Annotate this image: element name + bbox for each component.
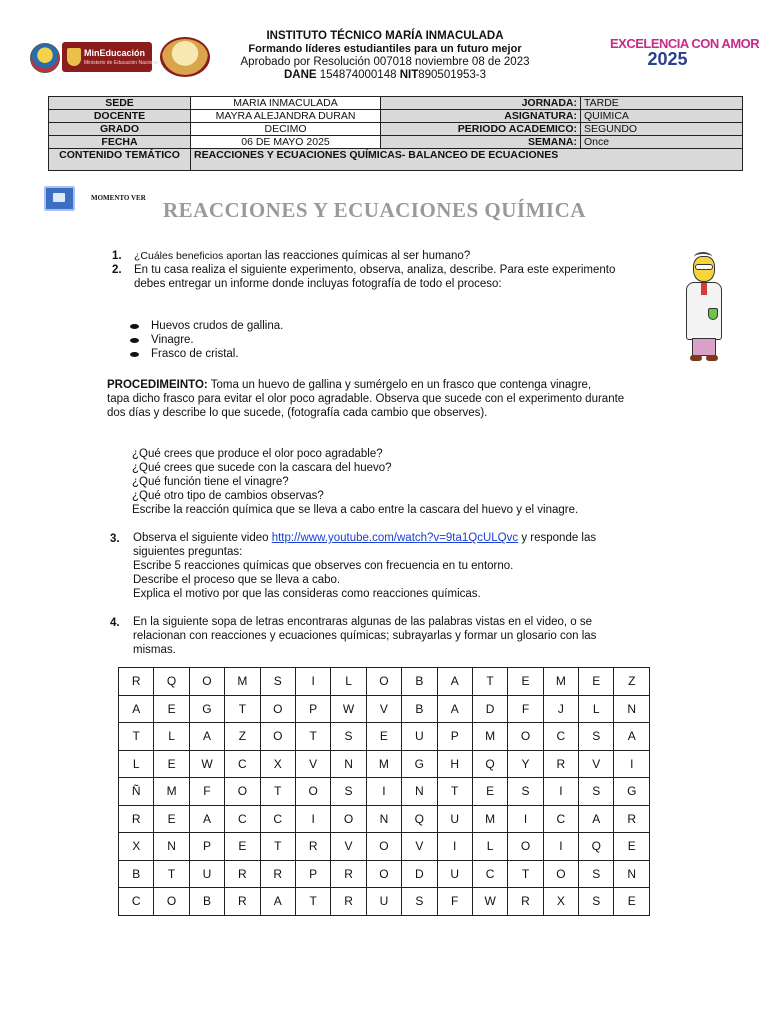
youtube-video-link[interactable]: http://www.youtube.com/watch?v=9ta1QcULQvc	[271, 532, 519, 544]
word-search-cell: U	[437, 805, 472, 833]
q3-line-2: siguientes preguntas:	[133, 546, 243, 558]
word-search-cell: O	[189, 668, 224, 696]
word-search-cell: Q	[472, 750, 507, 778]
word-search-cell: T	[260, 778, 295, 806]
word-search-cell: O	[260, 723, 295, 751]
q3-line-5: Explica el motivo por que las consideras como reacciones químicas.	[133, 588, 481, 600]
word-search-cell: F	[437, 888, 472, 916]
word-search-cell: C	[543, 805, 578, 833]
word-search-cell: S	[402, 888, 437, 916]
semana-value: Once	[581, 136, 743, 149]
word-search-cell: G	[614, 778, 650, 806]
q1-small-part: ¿Cuáles beneficios aportan	[134, 250, 262, 262]
periodo-label: PERIODO ACADEMICO:	[457, 123, 577, 135]
word-search-cell: W	[472, 888, 507, 916]
q1-rest: las reacciones químicas al ser humano?	[261, 250, 471, 262]
question-item: ¿Qué función tiene el vinagre?	[132, 476, 289, 488]
word-search-cell: S	[331, 723, 366, 751]
word-search-cell: A	[189, 805, 224, 833]
q4-line-1: En la siguiente sopa de letras encontraras algunas de las palabras vistas en el video, o se	[133, 616, 593, 628]
dane-value: 154874000148	[319, 69, 397, 81]
q2-line-1: En tu casa realiza el siguiente experimento, observa, analiza, describe. Para este experimento	[134, 264, 616, 276]
word-search-cell: C	[543, 723, 578, 751]
word-search-row	[119, 833, 650, 861]
institute-name: INSTITUTO TÉCNICO MARÍA INMACULADA	[266, 30, 504, 42]
word-search-cell: M	[472, 805, 507, 833]
word-search-cell: T	[225, 695, 260, 723]
word-search-cell: M	[366, 750, 401, 778]
word-search-row	[119, 888, 650, 916]
word-search-cell: R	[614, 805, 650, 833]
word-search-cell: A	[437, 668, 472, 696]
procedure-line-2: tapa dicho frasco para evitar el olor poco agradable. Observa que sucede con el experimento durante	[107, 393, 625, 405]
word-search-cell: O	[543, 860, 578, 888]
excellence-logo	[610, 36, 760, 70]
course-info-table	[48, 96, 743, 171]
question-item: Escribe la reacción química que se lleva a cabo entre la cascara del huevo y el vinagre.	[132, 504, 579, 516]
word-search-cell: R	[543, 750, 578, 778]
mineducacion-logo-subtext: Ministerio de Educación Nacional	[84, 60, 158, 66]
word-search-cell: T	[295, 888, 330, 916]
word-search-cell: T	[437, 778, 472, 806]
word-search-cell: Q	[579, 833, 614, 861]
word-search-cell: R	[225, 860, 260, 888]
word-search-cell: I	[295, 668, 330, 696]
word-search-cell: A	[189, 723, 224, 751]
word-search-grid	[118, 667, 650, 916]
word-search-cell: V	[366, 695, 401, 723]
word-search-cell: P	[189, 833, 224, 861]
q2-number: 2.	[112, 264, 122, 276]
word-search-cell: V	[331, 833, 366, 861]
word-search-cell: C	[225, 805, 260, 833]
word-search-row	[119, 805, 650, 833]
word-search-cell: C	[225, 750, 260, 778]
word-search-row	[119, 695, 650, 723]
grado-label: GRADO	[49, 123, 191, 136]
question-item: ¿Qué crees que sucede con la cascara del huevo?	[132, 462, 392, 474]
word-search-cell: O	[295, 778, 330, 806]
word-search-cell: M	[543, 668, 578, 696]
word-search-cell: L	[579, 695, 614, 723]
procedure-line-3: dos días y describe lo que sucede, (fotografía cada cambio que observes).	[107, 407, 488, 419]
word-search-cell: R	[331, 860, 366, 888]
word-search-cell: B	[402, 668, 437, 696]
word-search-cell: U	[402, 723, 437, 751]
info-row-grado	[49, 123, 743, 136]
q3-line-1: Observa el siguiente video http://www.youtube.com/watch?v=9ta1QcULQvc y responde las	[133, 532, 597, 544]
info-row-fecha	[49, 136, 743, 149]
contenido-label: CONTENIDO TEMÁTICO	[49, 149, 191, 171]
word-search-row	[119, 778, 650, 806]
dane-label: DANE	[283, 69, 317, 81]
word-search-cell: S	[579, 778, 614, 806]
word-search-cell: M	[154, 778, 189, 806]
grado-value: DECIMO	[191, 123, 381, 136]
asignatura-cell	[381, 110, 581, 123]
word-search-cell: W	[331, 695, 366, 723]
flask-icon	[708, 308, 718, 320]
word-search-cell: T	[472, 668, 507, 696]
jornada-cell	[381, 97, 581, 110]
word-search-row	[119, 668, 650, 696]
info-row-docente	[49, 110, 743, 123]
word-search-cell: I	[508, 805, 543, 833]
sede-label: SEDE	[49, 97, 191, 110]
word-search-cell: G	[402, 750, 437, 778]
word-search-cell: A	[579, 805, 614, 833]
word-search-cell: X	[543, 888, 578, 916]
info-row-contenido	[49, 149, 743, 171]
word-search-cell: O	[154, 888, 189, 916]
word-search-cell: O	[331, 805, 366, 833]
word-search-row	[119, 860, 650, 888]
word-search-cell: U	[366, 888, 401, 916]
sede-value: MARIA INMACULADA	[191, 97, 381, 110]
word-search-cell: W	[189, 750, 224, 778]
procedure-line-1: PROCEDIMEINTO: Toma un huevo de gallina y sumérgelo en un frasco que contenga vinagre,	[107, 379, 592, 391]
info-row-sede	[49, 97, 743, 110]
dane-nit-line	[225, 69, 545, 82]
jornada-value: TARDE	[581, 97, 743, 110]
word-search-cell: G	[189, 695, 224, 723]
word-search-cell: T	[154, 860, 189, 888]
excellence-logo-year: 2025	[647, 49, 688, 69]
word-search-cell: T	[119, 723, 154, 751]
word-search-cell: E	[366, 723, 401, 751]
word-search-cell: L	[119, 750, 154, 778]
word-search-cell: T	[508, 860, 543, 888]
word-search-cell: M	[225, 668, 260, 696]
q3-line-4: Describe el proceso que se lleva a cabo.	[133, 574, 341, 586]
word-search-cell: B	[119, 860, 154, 888]
word-search-cell: T	[295, 723, 330, 751]
word-search-cell: Z	[225, 723, 260, 751]
q3-line-3: Escribe 5 reacciones químicas que observes con frecuencia en tu entorno.	[133, 560, 514, 572]
q3-number: 3.	[110, 533, 120, 545]
header-text-block	[225, 30, 545, 82]
bullet-icon	[130, 338, 139, 343]
fecha-label: FECHA	[49, 136, 191, 149]
word-search-cell: F	[189, 778, 224, 806]
word-search-cell: R	[119, 805, 154, 833]
word-search-cell: O	[260, 695, 295, 723]
section-title: REACCIONES Y ECUACIONES QUÍMICA	[163, 198, 586, 222]
word-search-cell: X	[119, 833, 154, 861]
professor-character-illustration	[680, 252, 728, 364]
word-search-cell: R	[260, 860, 295, 888]
word-search-cell: N	[614, 860, 650, 888]
asignatura-label: ASIGNATURA:	[504, 110, 577, 122]
q1-text	[134, 249, 470, 263]
docente-label: DOCENTE	[49, 110, 191, 123]
word-search-cell: E	[579, 668, 614, 696]
periodo-value: SEGUNDO	[581, 123, 743, 136]
word-search-cell: I	[295, 805, 330, 833]
word-search-cell: I	[437, 833, 472, 861]
word-search-cell: V	[295, 750, 330, 778]
question-item: ¿Qué crees que produce el olor poco agradable?	[132, 448, 383, 460]
word-search-cell: E	[225, 833, 260, 861]
word-search-cell: C	[119, 888, 154, 916]
word-search-cell: P	[437, 723, 472, 751]
word-search-cell: Q	[154, 668, 189, 696]
word-search-cell: C	[472, 860, 507, 888]
jornada-label: JORNADA:	[521, 97, 577, 109]
word-search-cell: D	[402, 860, 437, 888]
q4-line-3: mismas.	[133, 644, 176, 656]
word-search-cell: F	[508, 695, 543, 723]
word-search-cell: V	[579, 750, 614, 778]
mineducacion-logo	[62, 42, 158, 72]
word-search-cell: R	[225, 888, 260, 916]
mineducacion-logo-text: MinEducación	[84, 48, 146, 58]
presentation-icon	[44, 186, 75, 211]
word-search-cell: C	[260, 805, 295, 833]
word-search-cell: V	[402, 833, 437, 861]
word-search-cell: N	[366, 805, 401, 833]
word-search-cell: O	[508, 833, 543, 861]
word-search-cell: Ñ	[119, 778, 154, 806]
q4-line-2: relacionan con reacciones y ecuaciones químicas; subrayarlas y formar un glosario con las	[133, 630, 597, 642]
word-search-cell: Y	[508, 750, 543, 778]
word-search-cell: N	[331, 750, 366, 778]
word-search-row	[119, 723, 650, 751]
colombia-coat-of-arms-logo	[30, 43, 60, 73]
word-search-cell: E	[154, 750, 189, 778]
word-search-cell: L	[472, 833, 507, 861]
material-item: Vinagre.	[151, 334, 194, 346]
word-search-cell: B	[402, 695, 437, 723]
semana-label: SEMANA:	[528, 136, 577, 148]
document-header	[0, 28, 768, 83]
word-search-cell: I	[543, 833, 578, 861]
word-search-cell: I	[543, 778, 578, 806]
word-search-cell: E	[472, 778, 507, 806]
word-search-cell: Q	[402, 805, 437, 833]
word-search-cell: S	[579, 860, 614, 888]
word-search-cell: A	[119, 695, 154, 723]
word-search-cell: A	[437, 695, 472, 723]
q2-line-2: debes entregar un informe donde incluyas fotografía de todo el proceso:	[134, 278, 502, 290]
material-item: Huevos crudos de gallina.	[151, 320, 284, 332]
nit-value: 890501953-3	[418, 69, 487, 81]
word-search-cell: B	[189, 888, 224, 916]
word-search-cell: J	[543, 695, 578, 723]
word-search-cell: I	[366, 778, 401, 806]
word-search-cell: R	[295, 833, 330, 861]
procedure-label: PROCEDIMEINTO:	[107, 379, 208, 391]
word-search-cell: R	[508, 888, 543, 916]
word-search-cell: L	[331, 668, 366, 696]
word-search-cell: R	[331, 888, 366, 916]
word-search-cell: E	[154, 805, 189, 833]
word-search-cell: H	[437, 750, 472, 778]
word-search-cell: N	[402, 778, 437, 806]
word-search-cell: O	[366, 833, 401, 861]
q1-number: 1.	[112, 250, 122, 262]
word-search-cell: I	[614, 750, 650, 778]
word-search-cell: M	[472, 723, 507, 751]
word-search-cell: E	[614, 833, 650, 861]
word-search-cell: E	[614, 888, 650, 916]
asignatura-value: QUIMICA	[581, 110, 743, 123]
word-search-cell: L	[154, 723, 189, 751]
word-search-cell: E	[154, 695, 189, 723]
docente-value: MAYRA ALEJANDRA DURAN	[191, 110, 381, 123]
question-item: ¿Qué otro tipo de cambios observas?	[132, 490, 324, 502]
word-search-cell: P	[295, 860, 330, 888]
word-search-cell: P	[295, 695, 330, 723]
mineducacion-crest-icon	[67, 48, 81, 66]
school-crest-logo	[160, 37, 210, 77]
word-search-cell: S	[508, 778, 543, 806]
contenido-value: REACCIONES Y ECUACIONES QUÍMICAS- BALANCEO DE ECUACIONES	[191, 149, 743, 171]
q4-number: 4.	[110, 617, 120, 629]
word-search-cell: O	[508, 723, 543, 751]
word-search-cell: S	[579, 888, 614, 916]
semana-cell	[381, 136, 581, 149]
word-search-cell: N	[154, 833, 189, 861]
word-search-cell: O	[225, 778, 260, 806]
word-search-cell: X	[260, 750, 295, 778]
word-search-cell: D	[472, 695, 507, 723]
momento-label: MOMENTO VER	[91, 194, 146, 202]
word-search-cell: O	[366, 668, 401, 696]
word-search-cell: A	[614, 723, 650, 751]
excellence-logo-text: EXCELENCIA CON AMOR	[610, 36, 760, 51]
periodo-cell	[381, 123, 581, 136]
word-search-cell: Z	[614, 668, 650, 696]
bullet-icon	[130, 324, 139, 329]
nit-label: NIT	[399, 69, 419, 81]
word-search-cell: A	[260, 888, 295, 916]
word-search-cell: E	[508, 668, 543, 696]
word-search-cell: T	[260, 833, 295, 861]
word-search-cell: S	[331, 778, 366, 806]
fecha-value: 06 DE MAYO 2025	[191, 136, 381, 149]
word-search-cell: R	[119, 668, 154, 696]
word-search-cell: S	[579, 723, 614, 751]
resolution-text: Aprobado por Resolución 007018 noviembre 08 de 2023	[240, 56, 530, 68]
material-item: Frasco de cristal.	[151, 348, 239, 360]
bullet-icon	[130, 352, 139, 357]
word-search-row	[119, 750, 650, 778]
word-search-cell: U	[189, 860, 224, 888]
word-search-cell: S	[260, 668, 295, 696]
word-search-cell: U	[437, 860, 472, 888]
word-search-cell: O	[366, 860, 401, 888]
institute-motto: Formando líderes estudiantiles para un futuro mejor	[248, 43, 522, 55]
word-search-cell: N	[614, 695, 650, 723]
